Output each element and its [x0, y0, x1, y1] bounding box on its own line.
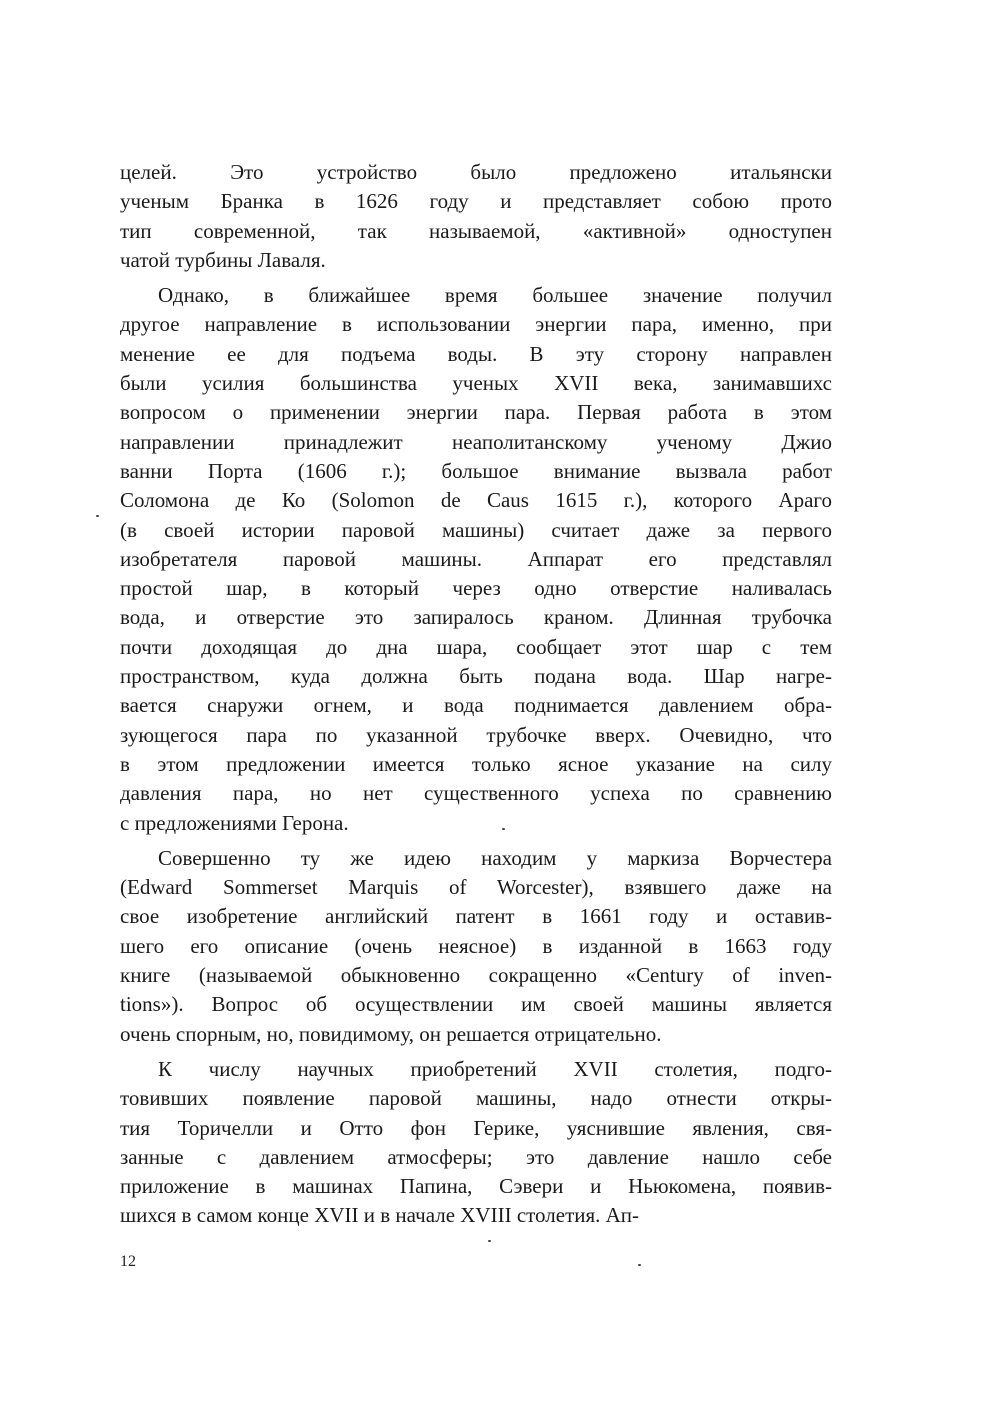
text-line: почти доходящая до дна шара, сообщает этот шар с тем — [120, 634, 832, 659]
text-line: другое направление в использовании энергии пара, именно, при — [120, 312, 832, 337]
paragraph — [120, 281, 832, 838]
text-line: зующегося пара по указанной трубочке вверх. Очевидно, что — [120, 722, 832, 747]
print-speck — [638, 1264, 641, 1266]
text-line: Однако, в ближайшее время большее значение получил — [158, 283, 832, 308]
text-line: тия Торичелли и Отто фон Герике, уяснившие явления, свя- — [120, 1115, 832, 1140]
text-line: товивших появление паровой машины, надо отнести откры- — [120, 1086, 832, 1111]
text-line: приложение в машинах Папина, Сэвери и Ньюкомена, появив- — [120, 1174, 832, 1199]
text-line: (в своей истории паровой машины) считает даже за первого — [120, 517, 832, 542]
paragraph — [120, 1055, 832, 1231]
body-text — [120, 158, 832, 1231]
text-line: очень спорным, но, повидимому, он решается отрицательно. — [120, 1021, 662, 1046]
print-speck — [96, 515, 99, 517]
text-line: направлении принадлежит неаполитанскому ученому Джио — [120, 429, 832, 454]
print-speck — [488, 1240, 491, 1242]
text-line: шего его описание (очень неясное) в изданной в 1663 году — [120, 933, 832, 958]
text-line: простой шар, в который через одно отверстие наливалась — [120, 576, 832, 601]
text-line: Соломона де Ко (Solomon de Caus 1615 г.), которого Араго — [120, 488, 832, 513]
text-line: книге (называемой обыкновенно сокращенно «Century of inven- — [120, 963, 832, 988]
text-line: вопросом о применении энергии пара. Первая работа в этом — [120, 400, 832, 425]
text-line: вода, и отверстие это запиралось краном. Длинная трубочка — [120, 605, 832, 630]
text-line: шихся в самом конце XVII и в начале XVIII столетия. Ап- — [120, 1203, 640, 1228]
text-line: (Edward Sommerset Marquis of Worcester), взявшего даже на — [120, 875, 832, 900]
text-line: тип современной, так называемой, «активной» одноступен — [120, 218, 832, 243]
text-line: занные с давлением атмосферы; это давление нашло себе — [120, 1144, 832, 1169]
text-line: К числу научных приобретений XVII столетия, подго- — [158, 1056, 832, 1081]
text-line: ученым Бранка в 1626 году и представляет собою прото — [120, 189, 832, 214]
text-line: ванни Порта (1606 г.); большое внимание вызвала работ — [120, 458, 832, 483]
page-number: 12 — [120, 1253, 136, 1270]
text-line: чатой турбины Лаваля. — [120, 247, 326, 272]
text-line: вается снаружи огнем, и вода поднимается давлением обра- — [120, 693, 832, 718]
text-line: с предложениями Герона. — [120, 810, 349, 835]
print-speck — [502, 828, 505, 830]
text-line: целей. Это устройство было предложено итальянски — [120, 160, 832, 184]
paragraph — [120, 158, 832, 275]
text-line: свое изобретение английский патент в 1661 году и оставив- — [120, 904, 832, 929]
text-line: изобретателя паровой машины. Аппарат его представлял — [120, 546, 832, 571]
paragraph — [120, 844, 832, 1049]
text-line: Совершенно ту же идею находим у маркиза Ворчестера — [158, 845, 832, 870]
text-line: давления пара, но нет существенного успеха по сравнению — [120, 781, 832, 806]
text-line: в этом предложении имеется только ясное указание на силу — [120, 751, 832, 776]
text-line: были усилия большинства ученых XVII века, занимавшихс — [120, 371, 832, 396]
text-line: менение ее для подъема воды. В эту сторону направлен — [120, 341, 832, 366]
text-line: пространством, куда должна быть подана вода. Шар нагре- — [120, 664, 832, 689]
text-line: tions»). Вопрос об осуществлении им своей машины является — [120, 992, 832, 1017]
